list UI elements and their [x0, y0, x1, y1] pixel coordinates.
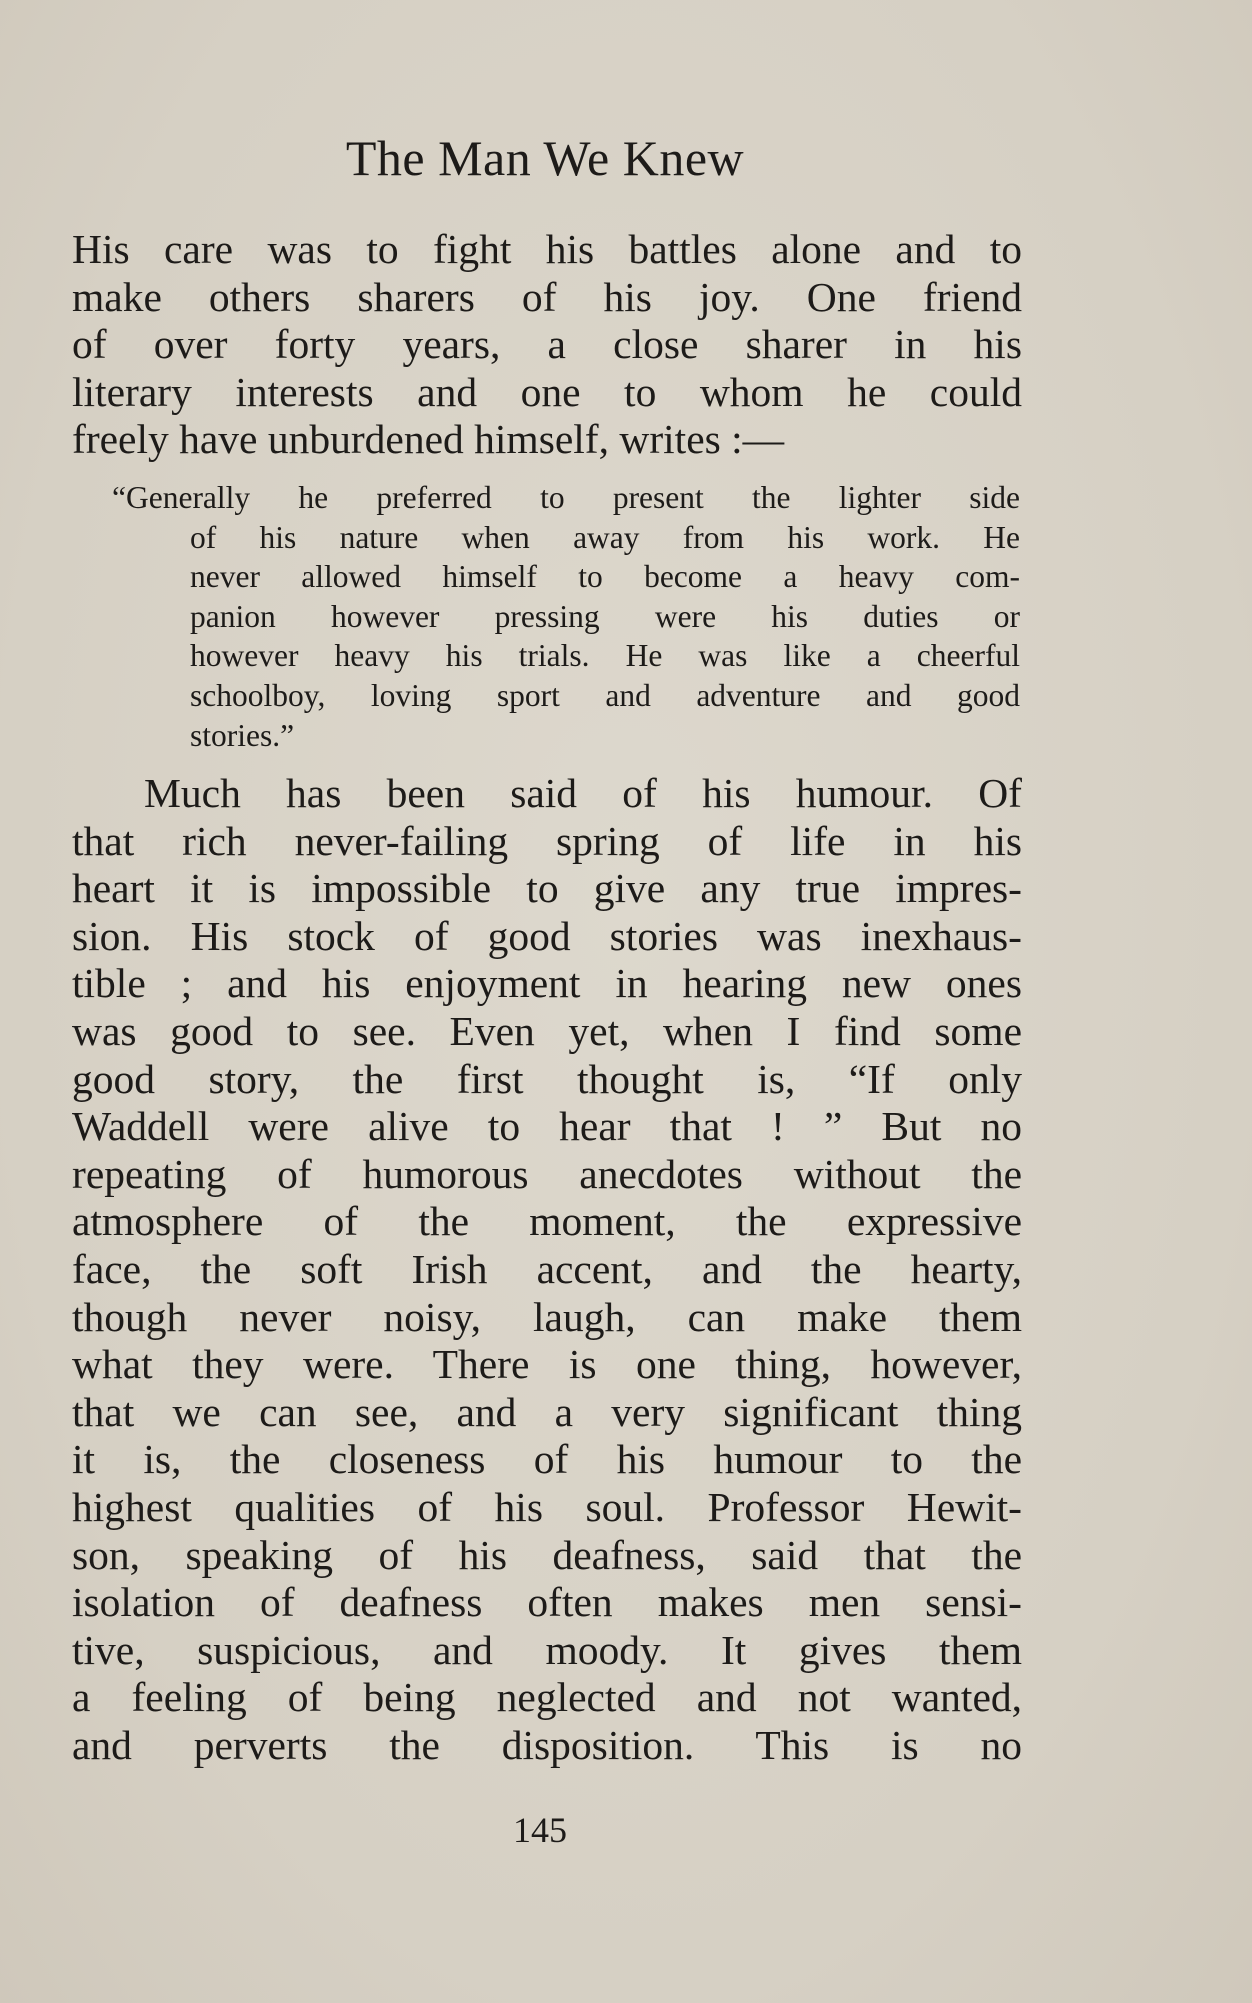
- text-line: though never noisy, laugh, can make them: [72, 1293, 1022, 1340]
- text-line: isolation of deafness often makes men sensi-: [72, 1579, 1022, 1626]
- text-line: face, the soft Irish accent, and the hearty,: [72, 1245, 1022, 1292]
- intro-paragraph: [72, 226, 1022, 464]
- block-quotation: [112, 478, 1020, 755]
- text-line: heart it is impossible to give any true impres-: [72, 865, 1022, 912]
- running-title: The Man We Knew: [345, 130, 745, 186]
- quote-line: panion however pressing were his duties or: [190, 598, 1020, 634]
- text-line: that we can see, and a very significant thing: [72, 1388, 1022, 1435]
- text-line: highest qualities of his soul. Professor Hewit-: [72, 1483, 1022, 1530]
- text-line: of over forty years, a close sharer in his: [72, 321, 1022, 368]
- text-line: that rich never-failing spring of life in his: [72, 817, 1022, 864]
- quote-line: “Generally he preferred to present the lighter side: [112, 480, 1020, 515]
- text-line: Much has been said of his humour. Of: [144, 770, 1022, 816]
- text-line: a feeling of being neglected and not wanted,: [72, 1674, 1022, 1721]
- text-line: literary interests and one to whom he could: [72, 368, 1022, 415]
- quote-line: however heavy his trials. He was like a cheerful: [190, 638, 1020, 674]
- text-line: Waddell were alive to hear that ! ” But no: [72, 1103, 1022, 1150]
- text-line: atmosphere of the moment, the expressive: [72, 1198, 1022, 1245]
- text-line: son, speaking of his deafness, said that the: [72, 1531, 1022, 1578]
- quote-line: never allowed himself to become a heavy com-: [190, 559, 1020, 595]
- text-line: it is, the closeness of his humour to the: [72, 1436, 1022, 1483]
- text-line: tible ; and his enjoyment in hearing new ones: [72, 960, 1022, 1007]
- text-line: repeating of humorous anecdotes without the: [72, 1150, 1022, 1197]
- main-paragraph: [72, 770, 1022, 1769]
- page-number: 145: [513, 1810, 567, 1850]
- text-line: and perverts the disposition. This is no: [72, 1721, 1022, 1768]
- text-line: make others sharers of his joy. One friend: [72, 273, 1022, 320]
- text-line: freely have unburdened himself, writes :—: [72, 416, 785, 463]
- quote-line: schoolboy, loving sport and adventure and good: [190, 677, 1020, 713]
- text-line: His care was to fight his battles alone and to: [72, 226, 1022, 272]
- quote-line: of his nature when away from his work. He: [190, 519, 1020, 555]
- text-line: what they were. There is one thing, however,: [72, 1341, 1022, 1388]
- text-line: tive, suspicious, and moody. It gives them: [72, 1626, 1022, 1673]
- text-line: good story, the first thought is, “If only: [72, 1055, 1022, 1102]
- text-line: sion. His stock of good stories was inexhaus-: [72, 912, 1022, 959]
- quote-line: stories.”: [190, 717, 295, 753]
- text-line: was good to see. Even yet, when I find some: [72, 1007, 1022, 1054]
